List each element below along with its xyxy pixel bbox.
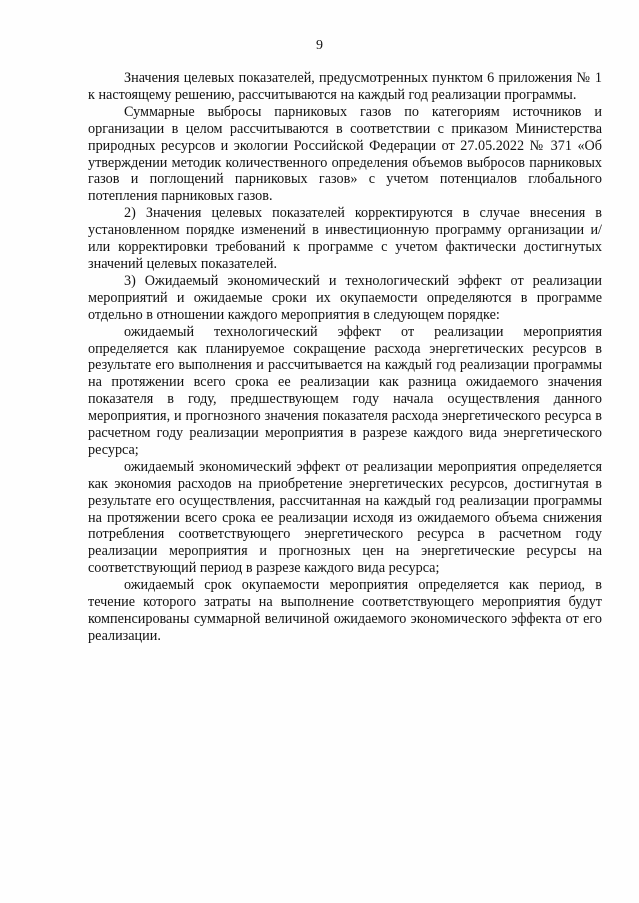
document-body	[88, 70, 602, 645]
page-number: 9	[316, 38, 323, 53]
paragraph-greenhouse-emissions: Суммарные выбросы парниковых газов по категориям источников и организации в целом рассчитываются в соответствии с приказом Министерства природных ресурсов и экологии Российской Федерации от 27.05.2022 № 371 «Об утверждении методик количественного определения объемов выбросов парниковых газов и поглощений парниковых газов» с учетом потенциалов глобального потепления парниковых газов.	[88, 103, 602, 205]
paragraph-technological-effect: ожидаемый технологический эффект от реализации мероприятия определяется как планируемое сокращение расхода энергетических ресурсов в результате его выполнения и рассчитывается на каждый год реализации программы на протяжении всего срока ее реализации как разница ожидаемого значения показателя в году, предшествующем году начала осуществления данного мероприятия, и прогнозного значения показателя расхода энергетического ресурса в расчетном году реализации мероприятия в разрезе каждого вида энергетического ресурса;	[88, 323, 602, 458]
paragraph-expected-effect-intro: 3) Ожидаемый экономический и технологический эффект от реализации мероприятий и ожидаемые сроки их окупаемости определяются в программе отдельно в отношении каждого мероприятия в следующем порядке:	[88, 272, 602, 323]
paragraph-economic-effect: ожидаемый экономический эффект от реализации мероприятия определяется как экономия расходов на приобретение энергетических ресурсов, достигнутая в результате его осуществления, рассчитанная на каждый год реализации программы на протяжении всего срока ее реализации исходя из ожидаемого объема снижения потребления соответствующего энергетического ресурса в расчетном году реализации мероприятия и прогнозных цен на энергетические ресурсы на соответствующий период в разрезе каждого вида ресурса;	[88, 458, 602, 577]
paragraph-target-values: Значения целевых показателей, предусмотренных пунктом 6 приложения № 1 к настоящему решению, рассчитываются на каждый год реализации программы.	[88, 70, 602, 103]
paragraph-payback-period: ожидаемый срок окупаемости мероприятия определяется как период, в течение которого затраты на выполнение соответствующего мероприятия будут компенсированы суммарной величиной ожидаемого экономического эффекта от его реализации.	[88, 577, 602, 644]
paragraph-correction-of-targets: 2) Значения целевых показателей корректируются в случае внесения в установленном порядке изменений в инвестиционную программу организации и/или корректировки требований к программе с учетом фактически достигнутых значений целевых показателей.	[88, 205, 602, 272]
